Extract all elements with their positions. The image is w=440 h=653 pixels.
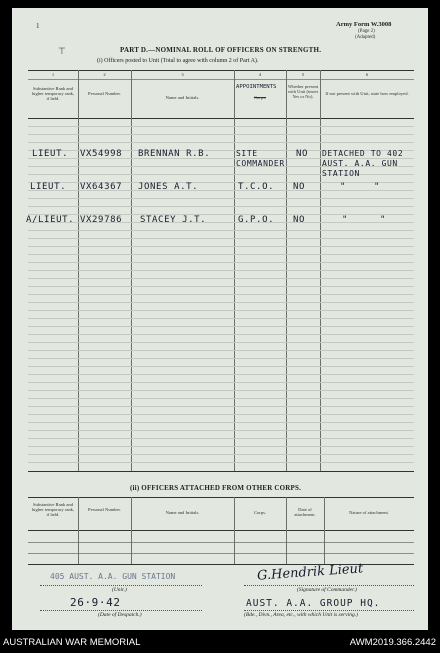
col-divider <box>286 497 287 564</box>
header-employment: If not present with Unit, state how employed. <box>325 91 409 96</box>
form-number: Army Form W.3008 <box>336 21 392 28</box>
attached-header-name: Name and Initials. <box>165 510 200 515</box>
despatch-date: 26·9·42 <box>70 596 121 609</box>
unit-caption: (Unit.) <box>112 587 127 593</box>
row-name: JONES A.T. <box>138 182 199 192</box>
header-bottom-rule <box>28 118 414 119</box>
header-personal-number: Personal Number. <box>88 91 121 96</box>
pen-mark-icon: ⊤ <box>58 46 66 56</box>
header-appointments-handwritten: APPOINTMENTS <box>236 84 277 90</box>
formation-caption: (Bde., Divn., Area, etc., with which Unit is serving.) <box>244 612 358 618</box>
row-name: BRENNAN R.B. <box>138 149 211 159</box>
row-number: VX29786 <box>80 215 123 225</box>
row-present: NO <box>293 182 306 192</box>
col-number: 2 <box>103 72 106 77</box>
row-rank: A/LIEUT. <box>26 215 75 225</box>
row-employment: DETACHED TO 402 AUST. A.A. GUN STATION <box>322 149 404 178</box>
table-bottom-rule <box>28 471 414 472</box>
col-number-rule <box>28 79 414 80</box>
row-number: VX64367 <box>80 182 123 192</box>
form-page-number: (Page 2) <box>358 29 375 34</box>
row-appointment: SITE COMMANDER <box>236 149 285 168</box>
col-divider <box>78 497 79 564</box>
commander-signature: G.Hendrik Lieut <box>256 561 364 584</box>
row-employment: " " <box>340 182 381 192</box>
attached-header-number: Personal Number. <box>88 507 121 512</box>
signature-caption: (Signature of Commander.) <box>297 587 357 593</box>
row-employment: " " <box>342 215 387 225</box>
row-rank: LIEUT. <box>32 149 69 159</box>
footer-institution: AUSTRALIAN WAR MEMORIAL <box>3 637 141 648</box>
unit-line <box>40 585 202 586</box>
attached-rule <box>28 542 414 543</box>
col-divider <box>234 497 235 564</box>
row-appointment: T.C.O. <box>238 182 275 192</box>
signature-line <box>244 585 414 586</box>
attached-header-rule <box>28 530 414 531</box>
row-present: NO <box>296 149 309 159</box>
attached-top-rule <box>28 497 414 498</box>
col-number: 5 <box>301 72 305 77</box>
table-top-rule <box>28 70 414 71</box>
header-corps: Corps. <box>253 95 267 100</box>
footer-accession-number: AWM2019.366.2442 <box>349 637 436 648</box>
row-appointment: G.P.O. <box>238 215 275 225</box>
header-rank: Substantive Rank and higher temporary rank, if held. <box>31 86 75 102</box>
formation-line <box>244 610 414 611</box>
attached-title: (ii) OFFICERS ATTACHED FROM OTHER CORPS. <box>130 484 302 492</box>
attached-header-nature: Nature of attachment. <box>349 510 389 515</box>
tick-mark: 1 <box>36 22 40 30</box>
col-divider <box>324 497 325 564</box>
attached-rule <box>28 553 414 554</box>
attached-header-rank: Substantive Rank and higher temporary rank, if held. <box>31 502 75 518</box>
row-name: STACEY J.T. <box>140 215 207 225</box>
form-adapted: (Adapted) <box>355 35 376 40</box>
col-number: 4 <box>258 72 262 77</box>
header-present: Whether present with Unit (insert Yes or No). <box>287 84 319 100</box>
header-name: Name and Initials. <box>165 95 200 100</box>
row-present: NO <box>293 215 306 225</box>
part-d-subtitle: (i) Officers posted to Unit (Total to agree with column 2 of Part A). <box>97 58 259 64</box>
row-number: VX54998 <box>80 149 123 159</box>
row-rank: LIEUT. <box>30 182 67 192</box>
part-d-title: PART D.—NOMINAL ROLL OF OFFICERS ON STRENGTH. <box>120 46 322 54</box>
unit-stamp: 405 AUST. A.A. GUN STATION <box>50 572 176 581</box>
date-line <box>40 610 202 611</box>
col-number: 6 <box>365 72 369 77</box>
form-page <box>12 8 428 630</box>
col-divider <box>131 497 132 564</box>
attached-header-corps: Corps. <box>253 510 267 515</box>
date-caption: (Date of Despatch.) <box>98 612 142 618</box>
formation: AUST. A.A. GROUP HQ. <box>246 598 381 609</box>
attached-header-date: Date of attachment. <box>294 507 316 518</box>
col-number: 3 <box>181 72 184 77</box>
col-number: 1 <box>51 72 55 77</box>
